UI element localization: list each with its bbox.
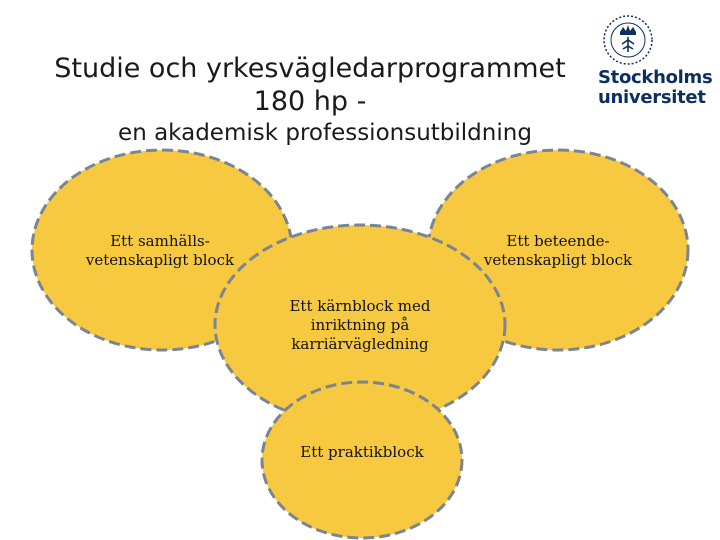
center-block-line-1: Ett kärnblock med: [289, 297, 431, 315]
logo-line-2: universitet: [598, 87, 706, 108]
right-block-label: [458, 232, 658, 270]
logo-line-1: Stockholms: [598, 67, 713, 88]
bottom-block-line-1: Ett praktikblock: [300, 443, 424, 461]
center-block-line-3: karriärvägledning: [291, 335, 429, 353]
right-block-line-2: vetenskapligt block: [483, 251, 633, 269]
title-line-2: 180 hp -: [253, 86, 367, 117]
right-block-line-1: Ett beteende-: [506, 232, 610, 250]
left-block-line-2: vetenskapligt block: [85, 251, 235, 269]
page-subtitle: en akademisk professionsutbildning: [118, 120, 532, 146]
bottom-block-label: [262, 443, 462, 462]
left-block-label: [60, 232, 260, 270]
center-block-label: [260, 297, 460, 354]
center-block-line-2: inriktning på: [310, 316, 410, 334]
title-line-1: Studie och yrkesvägledarprogrammet: [54, 53, 566, 84]
left-block-line-1: Ett samhälls-: [110, 232, 210, 250]
